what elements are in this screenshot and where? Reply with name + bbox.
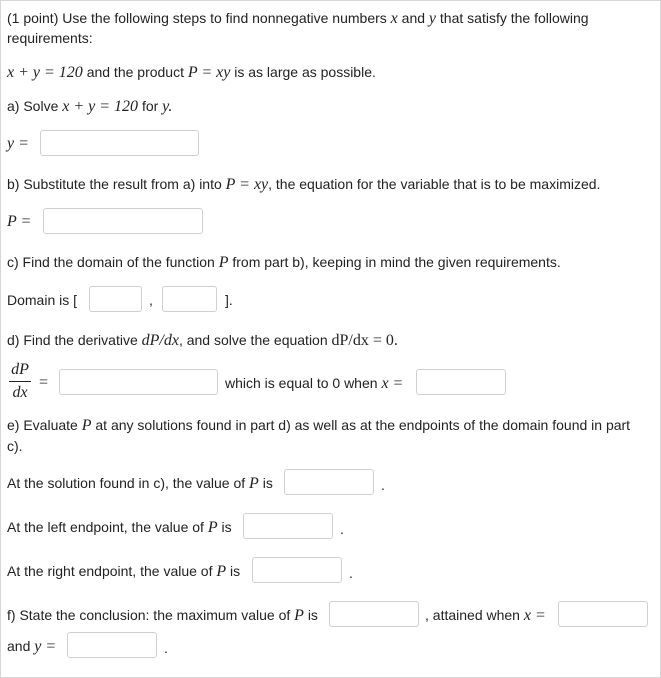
y-answer-input[interactable] bbox=[40, 130, 199, 156]
part-f-text: f) State the conclusion: the maximum value of bbox=[7, 607, 291, 623]
domain-left-input[interactable] bbox=[89, 286, 142, 312]
part-a-equation: x + y = 120 bbox=[62, 98, 139, 115]
fraction-denominator: dx bbox=[12, 384, 28, 401]
solution-line bbox=[7, 474, 273, 493]
derivative-notation: dP/dx bbox=[141, 332, 179, 349]
requirement-mid: and the product bbox=[86, 64, 184, 80]
max-x-label: x = bbox=[523, 607, 546, 624]
left-endpoint-input[interactable] bbox=[243, 513, 333, 539]
part-f-prompt bbox=[7, 606, 318, 625]
solution-value-input[interactable] bbox=[284, 469, 374, 495]
part-a-for: for bbox=[141, 98, 159, 114]
part-c-prompt bbox=[7, 253, 561, 272]
critical-x-input[interactable] bbox=[416, 369, 506, 395]
part-b-equation: P = xy bbox=[225, 176, 269, 193]
and-y-line bbox=[7, 637, 56, 656]
p-label: P = bbox=[7, 213, 32, 230]
intro-line-2: requirements: bbox=[7, 30, 93, 46]
attained-label: , attained when bbox=[425, 607, 520, 623]
requirement-tail: is as large as possible. bbox=[234, 64, 376, 80]
max-x-input[interactable] bbox=[558, 601, 648, 627]
and-label: and bbox=[7, 638, 31, 654]
part-c-text: c) Find the domain of the function bbox=[7, 254, 215, 270]
domain-right-input[interactable] bbox=[162, 286, 217, 312]
left-endpoint-is: is bbox=[221, 519, 232, 535]
part-f-is: is bbox=[307, 607, 318, 623]
domain-comma: , bbox=[149, 292, 153, 308]
part-b-prompt bbox=[7, 175, 600, 194]
solution-period: . bbox=[381, 477, 385, 493]
left-endpoint-label: At the left endpoint, the value of bbox=[7, 519, 204, 535]
part-a-text: a) Solve bbox=[7, 98, 59, 114]
part-b-text: b) Substitute the result from a) into bbox=[7, 176, 222, 192]
left-endpoint-period: . bbox=[340, 521, 344, 537]
intro-tail: that satisfy the following bbox=[439, 10, 589, 26]
part-d-text: d) Find the derivative bbox=[7, 332, 138, 348]
p-answer-input[interactable] bbox=[43, 208, 203, 234]
left-endpoint-var: P bbox=[207, 519, 218, 536]
var-y: y bbox=[428, 10, 437, 27]
part-d-equation: dP/dx = 0. bbox=[331, 332, 398, 349]
right-endpoint-input[interactable] bbox=[252, 557, 342, 583]
part-d-mid: , and solve the equation bbox=[178, 332, 328, 348]
right-endpoint-line bbox=[7, 562, 240, 581]
domain-label: Domain is [ bbox=[7, 292, 78, 308]
and-text: and bbox=[401, 10, 426, 26]
max-value-input[interactable] bbox=[329, 601, 419, 627]
part-f-var: P bbox=[294, 607, 304, 624]
part-e-var: P bbox=[81, 417, 92, 434]
final-period: . bbox=[164, 640, 168, 656]
part-e-prompt bbox=[7, 415, 647, 456]
which-text bbox=[225, 374, 403, 393]
left-endpoint-line bbox=[7, 518, 232, 537]
requirement-line bbox=[7, 63, 376, 82]
part-c-var: P bbox=[218, 254, 229, 271]
attained-text bbox=[425, 606, 546, 625]
part-e-rest: at any solutions found in part d) as well as at the endpoints of the domain found in part c). bbox=[7, 417, 631, 454]
part-e-text: e) Evaluate bbox=[7, 417, 78, 433]
derivative-equals: = bbox=[39, 374, 49, 391]
which-equal-text: which is equal to 0 when bbox=[225, 375, 378, 391]
part-c-tail: from part b), keeping in mind the given requirements. bbox=[232, 254, 561, 270]
part-a-var: y. bbox=[162, 98, 173, 115]
right-endpoint-var: P bbox=[216, 563, 227, 580]
derivative-answer-input[interactable] bbox=[59, 369, 218, 395]
x-equals-label: x = bbox=[381, 375, 404, 392]
y-label: y = bbox=[7, 135, 29, 152]
part-d-prompt bbox=[7, 331, 398, 350]
product-equation: P = xy bbox=[187, 64, 231, 81]
domain-close: ]. bbox=[225, 292, 233, 308]
part-b-tail: , the equation for the variable that is to be maximized. bbox=[268, 176, 601, 192]
intro-text: (1 point) Use the following steps to find nonnegative numbers bbox=[7, 10, 387, 26]
constraint-equation: x + y = 120 bbox=[7, 64, 83, 81]
max-y-label: y = bbox=[34, 638, 57, 655]
derivative-fraction bbox=[9, 361, 31, 402]
solution-is: is bbox=[262, 475, 273, 491]
intro-line-1 bbox=[7, 9, 589, 28]
solution-label: At the solution found in c), the value of bbox=[7, 475, 246, 491]
max-y-input[interactable] bbox=[67, 632, 157, 658]
right-endpoint-period: . bbox=[349, 565, 353, 581]
fraction-numerator: dP bbox=[11, 361, 29, 378]
var-x: x bbox=[390, 10, 398, 27]
right-endpoint-is: is bbox=[230, 563, 241, 579]
solution-var: P bbox=[249, 475, 259, 492]
right-endpoint-label: At the right endpoint, the value of bbox=[7, 563, 213, 579]
part-a-prompt bbox=[7, 97, 172, 116]
